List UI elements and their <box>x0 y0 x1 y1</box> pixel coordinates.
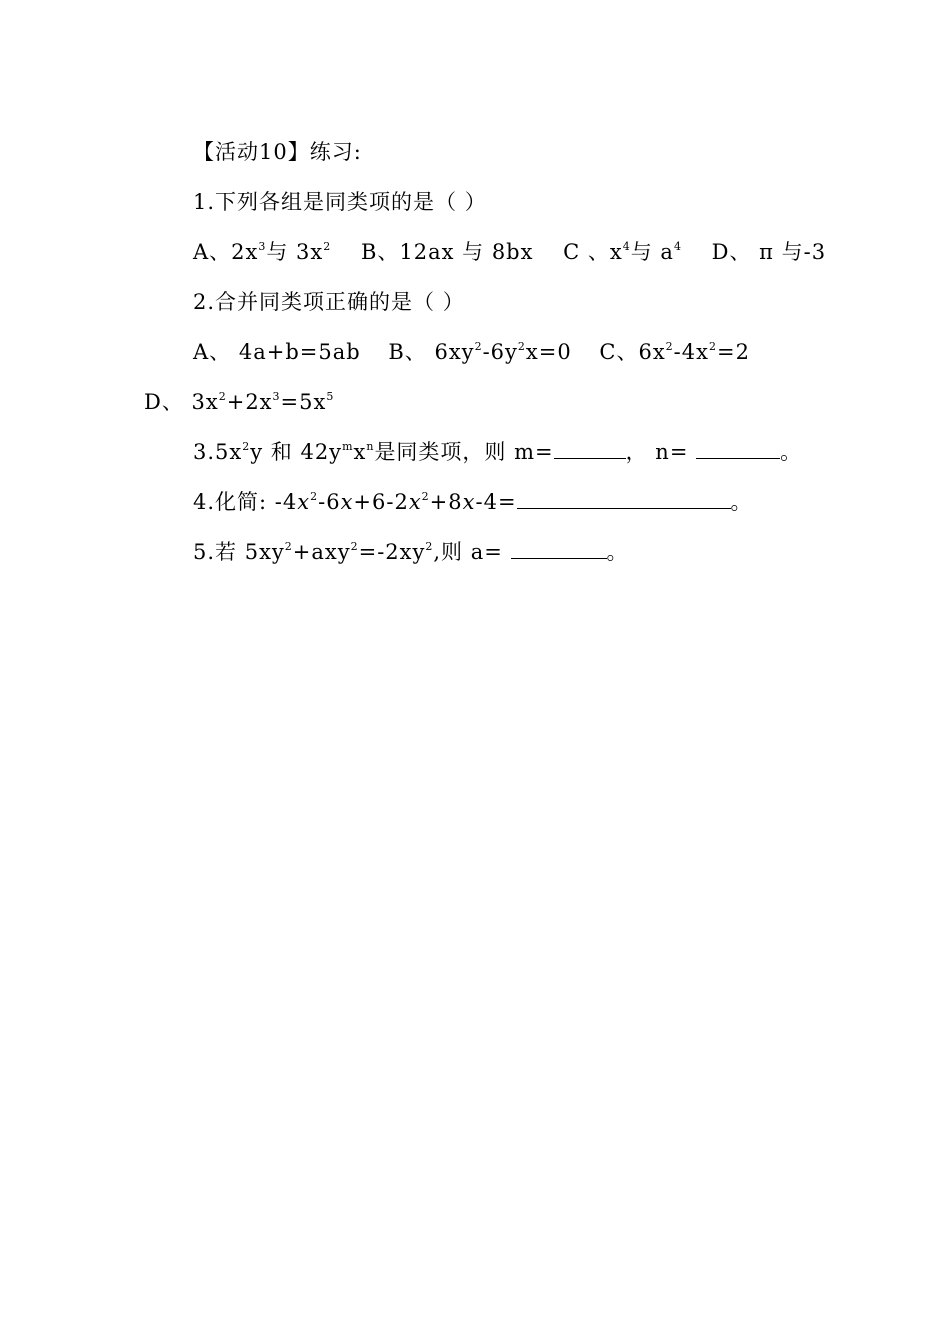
activity-title: 【活动10】练习: <box>193 140 362 164</box>
question-1-options <box>193 236 826 266</box>
q1-option-a: A、$2x^3$与 $3x^2$ <box>193 240 332 264</box>
question-2-options <box>193 336 750 366</box>
answer-blank-n[interactable] <box>696 440 780 459</box>
q2-option-d: D、 $3x^2+2x^3=5x^5$ <box>144 390 335 414</box>
q2-option-c: C、$6x^2-4x^2=2$ <box>599 340 750 364</box>
answer-blank-simplify[interactable] <box>517 490 731 509</box>
q2-option-a: A、 4a+b=5ab <box>193 340 361 364</box>
q1-option-c: C 、$x^4$与 $a^4$ <box>563 240 682 264</box>
q2-option-b: B、 $6xy^2-6y^2x=0$ <box>388 340 572 364</box>
q1-option-b: B、12ax 与 8bx <box>360 240 534 264</box>
question-3: $3.5x^2y$ 和 $42y^mx^n$是同类项，则 m= ， n= 。 <box>193 440 803 464</box>
question-1-stem: 1.下列各组是同类项的是（ ） <box>193 190 487 214</box>
question-2-stem: 2.合并同类项正确的是（ ） <box>193 290 465 314</box>
q1-option-d: D、 π 与-3 <box>711 240 827 264</box>
question-4: 4.化简: $-4x^2-6x+6-2x^2+8x-4=$ 。 <box>193 490 753 514</box>
answer-blank-m[interactable] <box>554 440 626 459</box>
question-5: 5.若 $5xy^2+axy^2=-2xy^2$,则 a= 。 <box>193 540 629 564</box>
answer-blank-a[interactable] <box>511 540 607 559</box>
